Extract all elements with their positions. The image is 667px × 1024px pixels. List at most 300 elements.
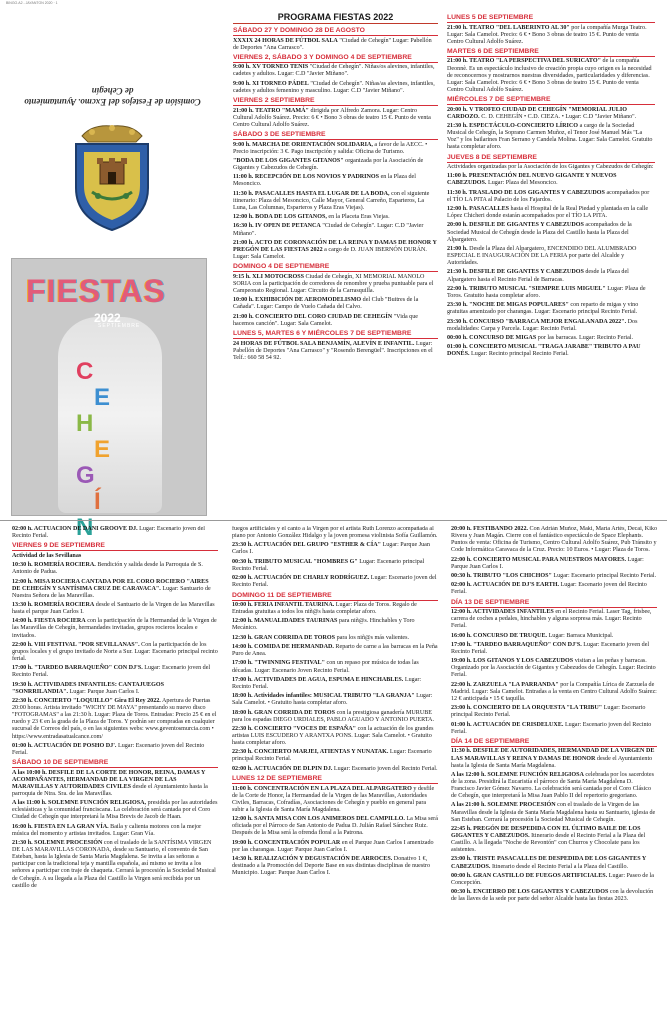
event-entry xyxy=(451,802,657,823)
event-location: Lugar: Pabellón de Deportes "Ana Carrasco" y "Rosendo Berengüel". Inscripciones en el Telf.: 660 58 54 92. xyxy=(233,340,433,361)
programme-title: PROGRAMA FIESTAS 2022 xyxy=(233,12,438,24)
event-title: 19:00 h. CONCENTRACIÓN POPULAR xyxy=(232,839,341,846)
event-title: 11:00 h. PRESENTACIÓN DEL NUEVO GIGANTE Y NUEVOS CABEZUDOS. xyxy=(447,173,617,187)
event-location: Lugar: Recinto Ferial. xyxy=(232,676,422,690)
event-location: Lugar: Pabellón de Deportes "Ana Carrasco". xyxy=(233,37,432,51)
event-entry xyxy=(12,824,218,838)
event-title: 02:00 h. ACTUACIÓN DE DJ'S EARTH. xyxy=(451,582,559,589)
event-entry xyxy=(233,81,438,95)
poster-letters xyxy=(76,359,146,541)
event-title: 21:00 h. xyxy=(447,245,468,252)
event-location: Lugar: C.D "Javier Miñano". xyxy=(233,223,424,237)
event-detail: con la participación de la Hermandad de la Virgen de las Maravillas de Cehegín, hermandades invitadas, grupos rocieros locales e invitados. xyxy=(12,618,217,639)
event-location: Lugar: Escenario principal Recinto Ferial. xyxy=(232,558,425,572)
event-entry xyxy=(447,25,655,46)
event-detail: Apertura de Puertas 20:00 horas. xyxy=(12,698,211,712)
event-detail: en la Placeta Eras Viejas. xyxy=(326,214,390,221)
day-heading: JUEVES 8 DE SEPTIEMBRE xyxy=(447,154,655,163)
event-entry xyxy=(451,748,657,769)
event-detail: Reparto de carne a las barracas en la Peña Puro de Anea. xyxy=(232,644,438,658)
event-title: 11:30 h. DESFILE DE AUTORIDADES, HERMANDAD DE LA VIRGEN DE LAS MARAVILLAS Y REINA Y DAMAS DE HONOR xyxy=(451,748,655,762)
event-detail: con el traslado de la SANTÍSIMA VIRGEN DE LAS MARAVILLAS CORONADA, desde su Santuario, el convento de San Esteban, hasta la Iglesia de Santa María Magdalena. xyxy=(12,840,212,861)
event-title: 00:30 h. TRIBUTO "LOS CHICHOS" xyxy=(451,572,552,579)
event-entry xyxy=(233,191,438,212)
event-location: Lugar: Santuario de Nuestra Señora de las Maravillas. xyxy=(12,585,211,599)
event-title: 9:00 h. XI TORNEO PÁDEL xyxy=(233,80,309,87)
event-title: 23:30 h. ACTUACIÓN DEL GRUPO "ESTHER & CÍA" xyxy=(232,542,381,549)
event-title: 11:00 h. CONCENTRACIÓN EN LA PLAZA DEL ALPARGATERO xyxy=(232,785,412,792)
poster-letter: E xyxy=(94,384,111,411)
event-detail: y desfile de la Corte de Honor, la Hermandad de la Virgen de las Maravillas, Autoridades Civiles, Barracas, Cofradías, Asociaciones de Cehegín y pueblo en general para subir a la Iglesia de Santa María Magdalena. xyxy=(232,785,435,813)
event-entry xyxy=(233,214,438,221)
event-location: Lugar: Escenario joven del Recinto Ferial. xyxy=(12,742,205,756)
day-heading: DOMINGO 4 DE SEPTIEMBRE xyxy=(233,263,438,272)
event-title: A las 11:00 h. SOLEMNE FUNCIÓN RELIGIOSA, xyxy=(12,800,147,807)
event-title: 22:30 h. CONCIERTO "VOCES DE ESPAÑA" xyxy=(232,725,357,732)
poster-title: FIESTAS xyxy=(26,273,166,309)
event-detail: visitan a las peñas y barracas. Organizado por la Asociación de Gigantes y Cabezudos de Cehegín. Lugar: Recinto Ferial. xyxy=(451,658,656,679)
event-title: 02:00 h. ACTUACIÓN DE DLPIN DJ. xyxy=(232,765,333,772)
event-title: 22:00 h. VIII FESTIVAL "POR SEVILLANAS". xyxy=(12,641,140,648)
event-entry xyxy=(233,274,438,295)
event-detail: Lugar: Barraca Municipal. xyxy=(547,632,614,639)
event-location: Lugar: Parque Juan Carlos I. xyxy=(232,542,430,556)
event-title: 20:00 h. DESFILE DE GIGANTES Y CABEZUDOS xyxy=(447,222,584,229)
event-entry xyxy=(233,174,438,188)
event-title: 02:00 h. ACTUACIÓN DE DANI GROOVE DJ. xyxy=(12,526,138,532)
event-entry xyxy=(447,190,655,204)
event-title: 12:00 h. MANUALIDADES TAURINAS xyxy=(232,618,338,625)
event-detail: Itinerario desde el Recinto Ferial a la Plaza del Castillo. xyxy=(490,863,629,870)
event-detail: para niñ@s. xyxy=(337,618,369,625)
event-title: 21:00 h. ACTO DE CORONACIÓN DE LA REINA Y DAMAS DE HONOR Y PREGÓN DE LAS FIESTAS 2022 xyxy=(233,239,437,253)
event-entry xyxy=(232,677,438,691)
event-title: 21:00 h. TEATRO "MAMÁ" xyxy=(233,107,309,114)
event-title: 23:30 h. "NOCHE DE MIGAS POPULARES" xyxy=(447,302,569,309)
event-title: 18:00 h. GRAN CORRIDA DE TOROS xyxy=(232,709,336,716)
event-title: 10:00 h. FERIA INFANTIL TAURINA. xyxy=(232,602,335,608)
event-location: Se invita a las señoras a participar con la tradicional teja y mantilla española, así mismo se invita a los señores a participar con traje de chaqueta. Cerrará la procesión la Sociedad Musical de Cehegín. A su llegada a la Plaza del Castillo la Virgen será recibida por un castillo de xyxy=(12,854,216,889)
poster-letter: E xyxy=(94,436,111,463)
day-heading: VIERNES 9 DE SEPTIEMBRE xyxy=(12,542,218,551)
event-title: 00:00 h. GRAN CASTILLO DE FUEGOS ARTIFICIALES. xyxy=(451,872,608,879)
event-location: Lugar: Escenario principal Recinto Ferial. xyxy=(553,572,657,579)
event-title: 23:00 h. TRISTE PASACALLES DE DESPEDIDA DE LOS GIGANTES Y CABEZUDOS. xyxy=(451,856,647,870)
event-entry xyxy=(447,107,655,121)
event-entry xyxy=(447,123,655,151)
event-detail: con la actuación de los grandes artistas LUIS ESCUDERO Y ARANTXA PONS. xyxy=(232,725,434,739)
event-entry xyxy=(451,856,657,870)
event-title: Actividad de las Sevillanas xyxy=(12,552,82,559)
event-location: C. D. CEHEGÍN • C.D. CIEZA. • Lugar: C.D "Javier Miñano". xyxy=(481,113,637,120)
event-detail: Con Adrián Muñoz, Maki, María Artés, Decai, Kiko Rivera y Juan Magán. Cierre con el fantástico espectáculo de Space Elephants. Puntos de venta: Oficina de Turismo, Centro Cultural Adolfo Suárez, Pub Tránsito y Code Informática Caravaca de la Cruz. Precio: 10 Euros. • Lugar: Plaza de Toros. xyxy=(451,526,657,554)
event-detail: Itinerario desde el Recinto Ferial a la Plaza del Castillo. A la llegada "Noche de Revontón" con Churros y Chocolate para los asistentes. xyxy=(451,833,646,854)
event-entry xyxy=(447,173,655,187)
event-detail: para los niñ@s más valientes. xyxy=(335,634,410,641)
event-entry xyxy=(232,559,438,573)
event-location: Lugar: Escenario joven del Recinto Ferial. xyxy=(232,575,437,589)
event-detail: Donativo 1 €, destinado a la Promoción del Deporte Base en sus distintas disciplinas de nuestro Municipio. xyxy=(232,855,431,877)
event-entry xyxy=(232,710,438,724)
event-location: Lugar: Recinto Ferial. xyxy=(579,334,634,341)
event-detail: Lugar: Parque Juan Carlos I. xyxy=(68,688,140,695)
event-location: Lugar: Escenario principal Recinto Ferial. xyxy=(534,309,638,316)
day-heading: VIERNES 2, SÁBADO 3 Y DOMINGO 4 DE SEPTIEMBRE xyxy=(233,54,438,63)
poster-letter: N xyxy=(76,514,94,541)
event-title: 13:30 h. ROMERÍA ROCIERA xyxy=(12,602,95,608)
event-title: 12:30 h. GRAN CORRIDA DE TOROS xyxy=(232,634,336,641)
event-title: 17:00 h. "TARDEO BARRAQUEÑO" CON DJ'S. xyxy=(12,665,143,672)
event-detail: por la Compañía Lírica de Zarzuela de Madrid. Lugar: Sala Camelot. Entradas a la venta en Centro Cultural Adolfo Suárez: 12 € anticipada • 15 € taquilla. xyxy=(451,681,657,702)
event-location: Lugar: Escenario joven del Recinto Ferial. xyxy=(12,526,205,540)
day-heading: LUNES 5 DE SEPTIEMBRE xyxy=(447,14,655,23)
event-entry xyxy=(451,873,657,887)
event-entry xyxy=(232,749,438,763)
event-entry xyxy=(451,658,657,679)
event-location: Artista invitado "WICHY DE MAYA" presentando su nuevo disco "FOTOGRAMAS" a las 21:30 h. Lugar: Plaza de Toros. Entradas: Precio 25 € en el ruedo y 23 € en la grada de la Plaza de Toros. Y podrán ser compradas en cualquier sucursal de Correos del país, o en las siguientes webs: www.geventosmurcia.com • https://www.entradasatualcance.com/ xyxy=(12,705,217,740)
event-title: 21:30 h. DESFILE DE GIGANTES Y CABEZUDOS xyxy=(447,269,584,276)
event-detail: celebrada por los sacerdotes de la zona. Presidirá la Eucaristía el párroco de Santa María Magdalena D. Francisco Javier Gómez Navarro. La celebración será cantada por el Coro Clásico de Cehegín, que interpretará la Misa Juan Pablo II del repertorio gregoriano. xyxy=(451,771,654,800)
event-entry xyxy=(447,286,655,300)
event-detail: con el traslado de la Virgen de las Maravillas desde la Iglesia de Santa María Magdalena hasta su Santuario, iglesia de San Esteban. Cerrará la procesión la Sociedad Musical de Cehegín. xyxy=(451,802,656,823)
event-title: 22:00 h. ZARZUELA "LA PARRANDA" xyxy=(451,681,559,688)
fold-divider xyxy=(0,520,667,521)
event-entry xyxy=(12,840,218,890)
event-title: "BODA DE LOS GIGANTES GITANOS" xyxy=(233,157,344,164)
event-entry xyxy=(233,341,438,362)
event-location: Es un espectáculo inclusivo de creación propia cuyo origen es la necesidad de reconocernos y mostrarnos nuestras diversidades, particularidades y diferencias. Lugar: Sala Camelot. Precio: 6 € • Bono 3 obras de teatro 15 €. Punto de venta Centro Cultural Adolfo Suárez. xyxy=(447,65,652,93)
event-location: Lugar: Sala Camelot. • Gratuito hasta completar aforo. xyxy=(232,733,432,747)
day-heading: DOMINGO 11 DE SEPTIEMBRE xyxy=(232,592,438,601)
event-title: 22:30 h. CONCIERTO MARJEI, ATIENTAS Y NUNATAK. xyxy=(232,749,389,756)
event-entry xyxy=(447,269,655,283)
event-entry xyxy=(232,816,438,837)
event-detail: "Ciudad de Cehegín" xyxy=(337,37,392,44)
event-entry xyxy=(12,743,218,757)
event-title: 10:00 h. EXHIBICIÓN DE AEROMODELISMO xyxy=(233,297,362,304)
day-heading: LUNES 5, MARTES 6 Y MIÉRCOLES 7 DE SEPTIEMBRE xyxy=(233,330,438,339)
event-title: 21:00 h. TEATRO "LA PERSPECTIVA DEL SURICATO" xyxy=(447,58,602,65)
poster-letter: C xyxy=(76,358,94,385)
event-location: Lugar: Sala Camelot. Precio: 6 € • Bono 3 obras de teatro 15 €. Punto de venta Centro Cultural Adolfo Suárez. xyxy=(447,31,639,45)
event-title: 22:45 h. PREGÓN DE DESPEDIDA CON EL ÚLTIMO BAILE DE LOS GIGANTES Y CABEZUDOS. xyxy=(451,825,641,839)
event-detail: con la devolución de las llaves de la sede por parte del señor Alcalde hasta las fiestas 2023. xyxy=(451,889,654,903)
event-detail: fuegos artificiales y el canto a la Virgen por el artista Ruth Lorenzo acompañada al piano por Antonio González Hidalgo y la joven promesa violinista Sofía Guillamón. xyxy=(232,526,438,540)
event-entry xyxy=(451,582,657,596)
event-title: 23:30 h. CONCURSO "BARRACA MEJOR ENGALANADA 2022". xyxy=(447,318,627,325)
event-entry xyxy=(12,562,218,576)
event-entry xyxy=(12,642,218,663)
event-title: A las 10:00 h. DESFILE DE LA CORTE DE HONOR, REINA, DAMAS Y ACOMPAÑANTES, HERMANDAD DE LA VIRGEN DE LAS MARAVILLAS Y AUTORIDADES CIVILES xyxy=(12,769,206,790)
programme-column-f xyxy=(451,526,657,1020)
event-detail: Desde la Plaza del Alpargatero, ENCENDIDO DEL ALUMBRADO ESPECIAL E INAUGURACIÓN DE LA FERIA por parte del Alcalde y Autoridades. xyxy=(447,245,637,267)
event-title: 11:00 h. RECEPCIÓN DE LOS NOVIOS Y PADRINOS xyxy=(233,174,380,181)
event-detail: desde el Santuario de la Virgen de las Maravillas hasta el parque Juan Carlos I. xyxy=(12,602,215,616)
event-entry xyxy=(233,158,438,172)
event-detail: dirigida por Alfredo Zamora. xyxy=(308,107,382,114)
event-detail: con la prestigiosa ganadería MURUBE para los espadas DIEGO URDIALES, PABLO AGUADO Y ANTONIO PUERTA. xyxy=(232,709,434,723)
event-location: Hinchables y Toro Mecánico. xyxy=(232,618,415,632)
event-entry xyxy=(447,58,655,93)
programme-column-d xyxy=(12,526,218,1020)
event-location: Lugar: Circuito de la Carrasquilla. xyxy=(290,288,375,294)
event-detail: a favor de la AECC. • Precio inscripción: 3 €. xyxy=(233,141,428,155)
event-title: 00:00 h. CONCURSO DE MIGAS xyxy=(447,334,537,341)
event-detail: con un repaso por música de todas las décadas. Lugar: Escenario Joven Recinto Ferial. xyxy=(232,660,419,674)
event-entry xyxy=(12,526,218,540)
event-title: 01:00 h. ACTUACIÓN DE CRISDELUXE. xyxy=(451,721,564,728)
event-detail: de la compañía Deonnè. xyxy=(447,58,640,72)
event-entry xyxy=(447,319,655,333)
event-location: Lugar: Escenario joven del Recinto Ferial. xyxy=(333,765,438,772)
event-detail: "Ciudad de Cehegín". xyxy=(320,223,376,230)
event-entry xyxy=(447,164,655,171)
day-heading: SÁBADO 27 Y DOMINGO 28 DE AGOSTO xyxy=(233,27,438,36)
event-entry xyxy=(233,38,438,52)
event-title: A las 21:00 h. SOLEMNE PROCESIÓN xyxy=(451,802,556,809)
poster-letter: H xyxy=(76,410,94,437)
event-entry xyxy=(451,642,657,656)
programme-column-b xyxy=(233,12,438,512)
event-entry xyxy=(232,526,438,540)
event-detail: Con la participación de los grupos locales y el grupo invitado de Norte a Sur. xyxy=(12,641,207,655)
event-entry xyxy=(232,660,438,674)
event-title: 16:30 h. IV OPEN DE PETANCA xyxy=(233,223,321,230)
event-title: 12:00 h. ACTIVIDADES INFANTILES xyxy=(451,609,554,616)
event-detail: Bendición y salida desde la Parroquia de S. Antonio de Padua. xyxy=(12,562,203,576)
event-entry xyxy=(233,223,438,237)
event-entry xyxy=(232,575,438,589)
event-title: 19:30 h. ACTIVIDADES INFANTILES: CANTAJUEGOS "SONRRILANDIA". xyxy=(12,681,164,695)
poster-year: 2022 xyxy=(94,311,121,325)
event-entry xyxy=(451,722,657,736)
poster-month: SEPTIEMBRE xyxy=(98,323,141,329)
event-title: XXXIX 24 HORAS DE FÚTBOL SALA xyxy=(233,37,338,44)
event-entry xyxy=(12,682,218,696)
event-entry xyxy=(447,222,655,243)
event-title: 14:30 h. REALIZACIÓN Y DEGUSTACIÓN DE ARROCES. xyxy=(232,855,393,862)
event-entry xyxy=(12,579,218,600)
event-title: 14:00 h. FIESTA ROCIERA xyxy=(12,618,86,625)
event-title: 01:00 h. ACTUACIÓN DE POSHO DJ'. xyxy=(12,742,117,749)
event-entry xyxy=(12,770,218,798)
day-heading: SÁBADO 10 DE SEPTIEMBRE xyxy=(12,759,218,768)
event-title: 21:00 h. CONCIERTO DEL CORO CIUDAD DE CEHEGÍN xyxy=(233,313,393,320)
event-title: 11:30 h. PASACALLES HASTA EL LUGAR DE LA BODA, xyxy=(233,190,390,197)
event-entry xyxy=(12,602,218,616)
print-header: BINGO.A2 - JAYANTON 2020 · 1 xyxy=(6,1,58,5)
event-title: 17:00 h. "TARDEO BARRAQUEÑO" CON DJ'S. xyxy=(451,641,582,648)
event-title: 16:00 h. CONCURSO DE TRUQUE. xyxy=(451,632,548,639)
event-location: Lugar: Sala Camelot. • Gratuito hasta completar aforo. xyxy=(232,693,433,707)
event-entry xyxy=(12,800,218,821)
programme-column-c xyxy=(447,12,655,512)
event-location: Lugar: Escenario principal Recinto Ferial. xyxy=(451,705,646,719)
event-title: 9:00 h. XV TORNEO TENIS xyxy=(233,64,309,71)
event-entry xyxy=(451,609,657,630)
event-detail: Lugar: Plaza de Toros. Regalo de Entradas gratuitas a todos los niñ@s hasta completar aforo. xyxy=(232,602,417,616)
event-entry xyxy=(447,246,655,267)
event-entry xyxy=(451,557,657,571)
day-heading: DÍA 14 DE SEPTIEMBRE xyxy=(451,738,657,747)
event-location: Niñas/as alevines, infantiles, cadetes y adultos femenino y masculino. Lugar: C.D "Javier Miñano". xyxy=(233,80,435,94)
event-entry xyxy=(233,240,438,261)
poster-letter: Í xyxy=(94,488,101,515)
event-entry xyxy=(451,889,657,903)
event-entry xyxy=(233,297,438,311)
event-title: 9:00 h. MARCHA DE ORIENTACIÓN SOLIDARIA, xyxy=(233,141,373,148)
event-entry xyxy=(233,142,438,156)
event-entry xyxy=(232,618,438,632)
event-location: Lugar: Escenario joven del Recinto Ferial. xyxy=(451,721,652,735)
event-title: 01:00 h. CONCIERTO MUSICAL "TRAGA JARABE" TRIBUTO A PAU DONÉS. xyxy=(447,344,641,358)
event-entry xyxy=(233,64,438,78)
event-detail: "Ciudad de Cehegín". xyxy=(308,80,364,87)
event-location: Pago inscripción y salida: Oficina de Turismo. xyxy=(291,148,405,155)
event-title: 00:30 h. TRIBUTO MUSICAL "HOMBRES G" xyxy=(232,558,358,565)
day-heading: DÍA 13 DE SEPTIEMBRE xyxy=(451,599,657,608)
event-location: Lugar: Escenario joven del Recinto Ferial. xyxy=(451,582,647,596)
event-detail: en el Recinto Ferial. Laser Tag, frisbee, carrera de coches a pedales, hinchables y alguna sorpresa más. Lugar: Recinto Ferial. xyxy=(451,609,652,630)
event-entry xyxy=(233,108,438,129)
event-title: 20:00 h. FESTIBANDO 2022. xyxy=(451,526,529,532)
event-entry xyxy=(451,705,657,719)
day-heading: LUNES 12 DE SEPTIEMBRE xyxy=(232,775,438,784)
event-entry xyxy=(232,542,438,556)
event-title: A las 12:00 h. SOLEMNE FUNCIÓN RELIGIOSA xyxy=(451,771,584,778)
event-detail: Actividades organizadas por la Asociación de los Gigantes y Cabezudos de Cehegín: xyxy=(447,164,654,171)
event-title: 12:00 h. SANTA MISA CON LOS ANIMEROS DEL CAMPILLO. xyxy=(232,816,405,823)
event-location: Lugar: Plaza de Toros. Gratuito hasta completar aforo. xyxy=(447,285,646,299)
event-entry xyxy=(12,698,218,741)
event-detail: acompañados de la Sociedad Musical de Cehegín desde la Plaza del Castillo hasta la Plaza del Alpargatero. xyxy=(447,222,632,243)
event-detail: La Misa será oficiada por el Párroco de San Antonio de Padua D. Julián Rafael Sánchez Ruiz. Después de la Misa será la ofrenda floral a la Patrona. xyxy=(232,816,438,837)
event-title: 12:00 h. BODA DE LOS GITANOS, xyxy=(233,214,327,221)
event-entry xyxy=(232,856,438,877)
event-detail: con reparto de migas y vino gratuitas amenizado por charangas. xyxy=(447,302,639,316)
event-title: 22:30 h. CONCIERTO "LOQUILLO" Gira El Rey 2022. xyxy=(12,698,161,705)
event-detail: por la compañía Murga Teatro. xyxy=(569,24,647,31)
event-title: 00:30 h. ENCIERRO DE LOS GIGANTES Y CABEZUDOS xyxy=(451,889,609,896)
event-title: 14:00 h. COMIDA DE HERMANDAD. xyxy=(232,644,334,651)
event-entry xyxy=(447,335,655,342)
event-detail: Ciudad de Cehegín, XI MEMORIAL MANOLO SORIA con la participación de corredores de renombre y prueba puntuable para el Campeonato Regional. xyxy=(233,273,434,294)
event-entry xyxy=(232,840,438,854)
event-entry xyxy=(451,772,657,800)
event-detail: Lugar: Recinto principal Recinto Ferial. xyxy=(469,351,569,358)
event-title: 02:00 h. ACTUACIÓN DE CHARLY RODRÍGUEZ. xyxy=(232,575,370,582)
event-title: 23:00 h. CONCIERTO DE LA ORQUESTA "LA TRIBU" xyxy=(451,705,603,712)
event-location: Lugar: Centro Cultural Adolfo Suárez. Precio: 6 € • Bono 3 obras de teatro 15 €. Punto de venta Centro Cultural Adolfo Suárez. xyxy=(233,107,431,128)
event-entry xyxy=(232,726,438,747)
event-entry xyxy=(233,314,438,328)
event-detail: en la Plaza del Mesoncico. xyxy=(233,174,416,188)
event-title: 11:30 h. TRASLADO DE LOS GIGANTES Y CABEZUDOS xyxy=(447,189,605,196)
event-location: Lugar: Paseo de la Concepción. xyxy=(451,872,654,886)
committee-caption: Comisión de Festejos del Excmo. Ayuntamiento de Cehegín xyxy=(24,86,201,107)
event-detail: "Vida que hacemos canción". Lugar: Sala Camelot. xyxy=(233,313,418,327)
event-entry xyxy=(451,633,657,640)
event-entry xyxy=(451,573,657,580)
event-detail: por las barracas. xyxy=(536,334,578,341)
day-heading: VIERNES 2 SEPTIEMBRE xyxy=(233,97,438,106)
event-detail: presidida por las autoridades eclesiásticas y la comunidad franciscana. La celebración será cantada por el Coro Ciudad de Cehegín que interpretará la Misa Brevis de Jacob de Haan. xyxy=(12,800,218,821)
event-location: Lugar: Parque Juan Carlos I. xyxy=(451,556,644,570)
event-detail: hasta el Hospital de la Real Piedad y plantada en la calle López Chicheri donde estarán acompañados por el TÍO LA PITA. xyxy=(447,206,649,220)
event-location: Lugar: Escenario joven del Recinto Ferial. xyxy=(12,665,211,679)
event-title: 12:00 h. MISA ROCIERA CANTADA POR EL CORO ROCIERO "AIRES DE CEHEGÍN Y SANTÍSIMA CRUZ DE CARAVACA". xyxy=(12,578,209,592)
event-entry xyxy=(232,693,438,707)
event-detail: Lugar: Plaza del Mesoncico. xyxy=(486,180,558,187)
event-detail: Dos modalidades: Carpa y Parcela. Lugar: Recinto Ferial. xyxy=(447,318,638,332)
event-location: Niñas/os alevines, infantiles, cadetes y adultos. Lugar: C.D "Javier Miñano". xyxy=(233,64,435,78)
event-title: 16:00 h. FIESTA EN LA GRAN VÍA. xyxy=(12,823,109,830)
event-title: 21:00 h. TEATRO "DEL LABERINTO AL 30" xyxy=(447,24,570,31)
event-detail: desde el Ayuntamiento hasta la Iglesia de Santa María Magdalena. xyxy=(451,755,653,769)
event-entry xyxy=(12,618,218,639)
event-entry xyxy=(12,665,218,679)
day-heading: MIÉRCOLES 7 DE SEPTIEMBRE xyxy=(447,96,655,105)
event-entry xyxy=(12,553,218,560)
event-title: 17:00 h. "TWINNING FESTIVAL" xyxy=(232,660,326,667)
event-title: 10:30 h. ROMERÍA ROCIERA. xyxy=(12,562,96,569)
day-heading: SÁBADO 3 DE SEPTIEMBRE xyxy=(233,131,438,140)
event-title: 12:00 h. PASACALLES xyxy=(447,206,510,213)
event-detail: desde la Plaza del Alpargatero hasta el Recinto Ferial de Barracas. xyxy=(447,269,629,283)
event-location: Lugar: Parque Juan Carlos I. xyxy=(260,870,331,877)
event-detail: desde el Ayuntamiento hasta la parroquia de Ntra. Sra. de las Maravillas. xyxy=(12,783,208,797)
event-entry xyxy=(232,644,438,658)
event-entry xyxy=(447,302,655,316)
event-title: 17:00 h. ACTIVIDADES DE AGUA, ESPUMA E HINCHABLES. xyxy=(232,676,404,683)
event-detail: Baila y calienta motores con la mejor música del momento y artistas invitados. Lugar: Gran Vía. xyxy=(12,823,202,837)
coat-of-arms-icon xyxy=(62,122,162,234)
event-title: 9:15 h. XLI MOTOCROSS xyxy=(233,273,304,280)
event-entry xyxy=(447,344,655,358)
event-detail: del Club "Buitres de la Cañada". Lugar: Campo de Vuelo Cañada del Calvo. xyxy=(233,297,419,311)
event-detail: acompañados por el TÍO LA PITA al Palacio de los Fajardos. xyxy=(447,189,650,203)
event-entry xyxy=(447,206,655,220)
day-heading: MARTES 6 DE SEPTIEMBRE xyxy=(447,48,655,57)
event-detail: a cargo de la Sociedad Musical de Cehegín, la Soprano Carmen Muñoz, el Tenor José Manuel Más "La Voz" y los bailarines Fran Serrano y Candela Molina. Lugar: Sala Camelot. Gratuito hasta completar aforo. xyxy=(447,123,653,151)
event-location: Lugar: Escenario principal recinto ferial. xyxy=(12,648,218,663)
event-detail: en el Parque Juan Carlos I amenizado por las charangas. xyxy=(232,839,434,853)
event-detail: "Ciudad de Cehegín". xyxy=(308,64,363,71)
event-detail: a cargo de D. JUAN IBERNÓN DURÁN. Lugar: Sala Camelot. xyxy=(233,246,427,261)
event-entry xyxy=(232,786,438,814)
poster-letter: G xyxy=(76,462,95,489)
event-title: 22:00 h. TRIBUTO MUSICAL "SIEMPRE LUIS MIGUEL" xyxy=(447,285,606,292)
event-entry xyxy=(232,602,438,616)
event-location: Lugar: Escenario principal Recinto Ferial. xyxy=(232,749,432,763)
event-title: 24 HORAS DE FÚTBOL SALA BENJAMÍN, ALEVÍN E INFANTIL. xyxy=(233,340,415,347)
event-title: 22:00 h. CONCIERTO MUSICAL PARA NUESTROS MAYORES. xyxy=(451,556,627,563)
event-title: 21:30 h. ESPECTÁCULO-CONCIERTO LÍRICO xyxy=(447,123,579,129)
event-title: 18:00 h. Actividades infantiles: MUSICAL TRIBUTO "LA GRANJA" xyxy=(232,693,415,700)
event-entry xyxy=(451,682,657,703)
event-entry xyxy=(232,635,438,642)
programme-column-e xyxy=(232,526,438,1020)
event-detail: con el siguiente itinerario: Plaza del Mesoncico, Calle Mayor, General Carreño, Esparteros, La Luna, Las Columnas, Esparteros y Plaza Eras Viejas). xyxy=(233,190,430,211)
event-title: 20:00 h. V TROFEO CIUDAD DE CEHEGÍN "MEMORIAL JULIO CARDOZO. xyxy=(447,106,627,120)
event-detail: organizada por la Asociación de Gigantes y Cabezudos de Cehegín. xyxy=(233,157,424,172)
event-entry xyxy=(232,766,438,773)
event-title: 19:00 h. LOS GITANOS Y LOS CABEZUDOS xyxy=(451,658,574,665)
event-location: Lugar: Parque Juan Carlos I. xyxy=(277,846,348,853)
event-entry xyxy=(451,826,657,854)
event-location: Lugar: Escenario joven del Recinto Ferial. xyxy=(451,641,650,655)
event-title: 21:30 h. SOLEMNE PROCESIÓN xyxy=(12,840,103,847)
